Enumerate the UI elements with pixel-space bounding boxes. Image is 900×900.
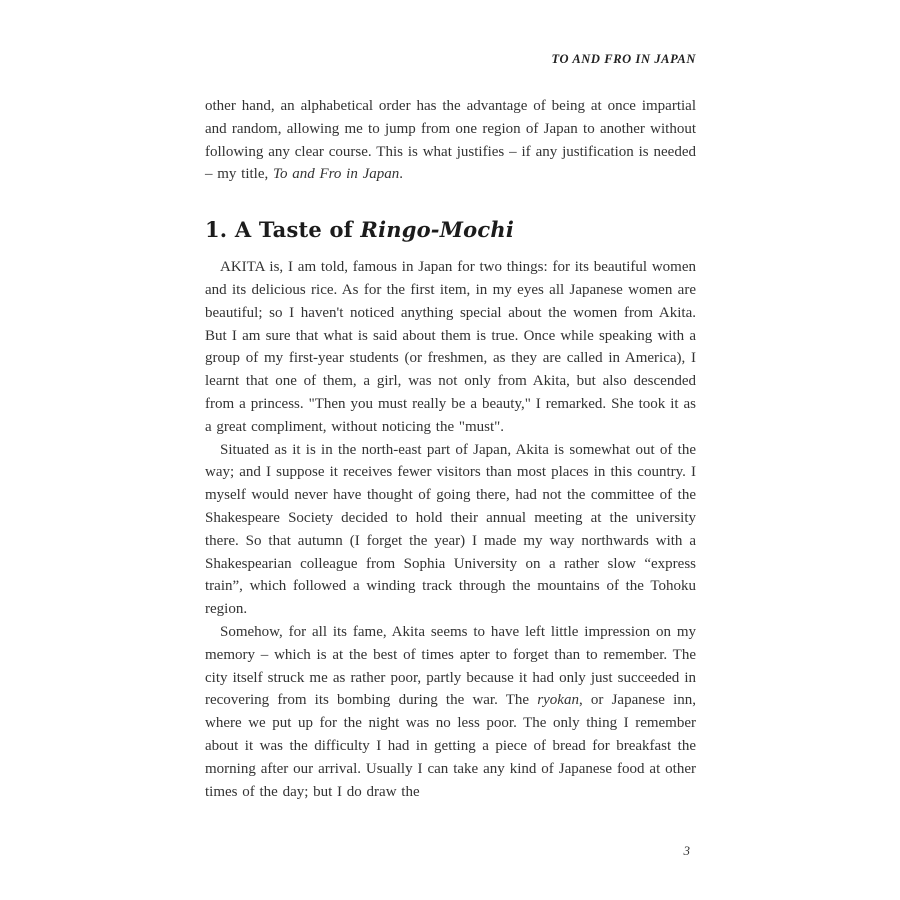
text-run: , or Japanese inn, where we put up for the night was no less poor. The only thing I remember about it was the difficulty I had in getting a piece of bread for breakfast the morning after our arrival. Usually I can take any kind of Japanese food at other times of the day; but I do draw the (205, 692, 697, 800)
italic-text-run: ryokan (537, 692, 579, 709)
body-paragraphs (205, 256, 696, 803)
body-paragraph (205, 256, 696, 438)
italic-text-run: Ringo-Mochi (360, 217, 515, 243)
intro-paragraph (205, 95, 696, 186)
chapter-heading (205, 217, 696, 242)
page-number: 3 (683, 843, 690, 858)
text-run: 1. A Taste of (205, 217, 361, 243)
text-run: other hand, an alphabetical order has the advantage of being at once impartial and random, allowing me to jump from one region of Japan to another without following any clear course. This is what justifies – if any justification is needed – my title, (205, 98, 696, 183)
text-run: Situated as it is in the north-east part of Japan, Akita is somewhat out of the way; and I suppose it receives fewer visitors than most places in this country. I myself would never have thought of going there, had not the committee of the Shakespeare Society decided to hold their annual meeting at the university there. So that autumn (I forget the year) I made my way northwards with a Shakespearian colleague from Sophia University on a rather slow “express train”, which followed a winding track through the mountains of the Tohoku region. (205, 441, 696, 618)
body-paragraph (205, 439, 696, 621)
italic-text-run: To and Fro in Japan (273, 166, 400, 183)
text-run: . (399, 166, 403, 183)
text-column (205, 95, 696, 803)
running-header: TO AND FRO IN JAPAN (551, 52, 696, 66)
body-paragraph (205, 621, 696, 803)
text-run: AKITA is, I am told, famous in Japan for two things: for its beautiful women and its delicious rice. As for the first item, in my eyes all Japanese women are beautiful; so I haven't noticed anything special about the women from Akita. But I am sure that what is said about them is true. Once while speaking with a group of my first-year students (or freshmen, as they are called in America), I learnt that one of them, a girl, was not only from Akita, but also descended from a princess. "Then you must really be a beauty," I remarked. She took it as a great compliment, without noticing the "must". (205, 259, 696, 435)
text-run: Somehow, for all its fame, Akita seems to have left little impression on my memory – which is at the best of times apter to forget than to remember. The city itself struck me as rather poor, partly because it had only just succeeded in recovering from its bombing during the war. The (205, 623, 696, 709)
